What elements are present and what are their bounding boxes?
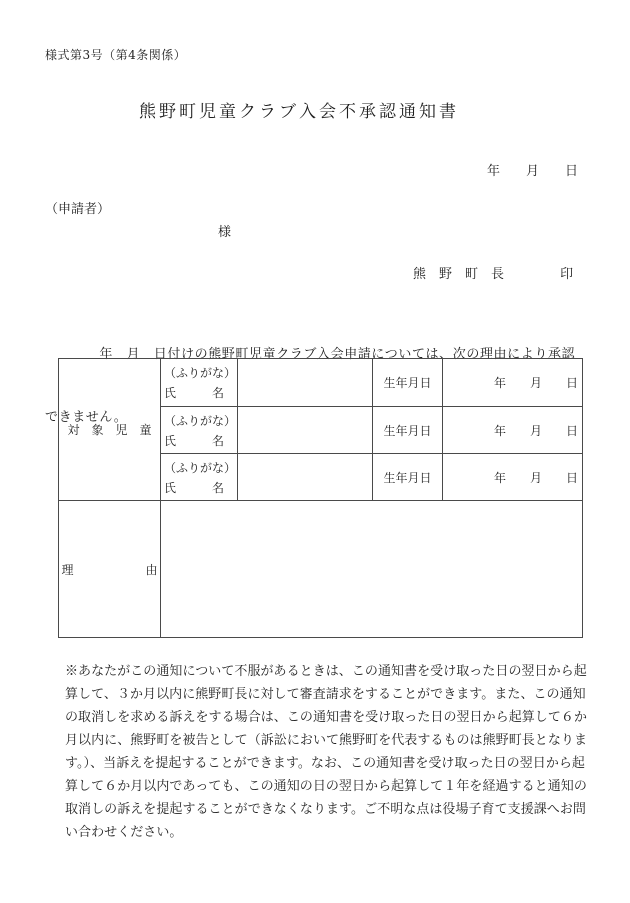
seal-mark: 印 <box>560 267 574 282</box>
appeal-notice-line: 算して、３か月以内に熊野町長に対して審査請求をすることができます。また、この通知 <box>65 687 586 702</box>
reason-blank-cell <box>161 501 583 638</box>
appeal-notice-line: 取消しの訴えを提起することができなくなります。ご不明な点は役場子育て支援課へお問 <box>65 802 586 817</box>
birthdate-label: 生年月日 <box>373 359 443 407</box>
name-label: 氏 名 <box>164 434 225 448</box>
children-reason-table <box>58 358 583 638</box>
appeal-notice-line: い合わせください。 <box>65 825 183 840</box>
mayor-title: 熊 野 町 長 <box>413 267 505 282</box>
issue-date-line: 年 月 日 <box>486 164 578 179</box>
name-blank-cell <box>238 454 373 501</box>
applicant-label: （申請者） <box>45 202 111 217</box>
furigana-label: （ふりがな） <box>164 414 237 428</box>
birthdate-label: 生年月日 <box>373 454 443 501</box>
furigana-name-label-cell <box>161 359 238 407</box>
reason-label: 理 由 <box>59 501 161 638</box>
body-line: できません。 <box>45 410 128 425</box>
furigana-label: （ふりがな） <box>164 461 237 475</box>
body-line: 年 月 日付けの熊野町児童クラブ入会申請については、次の理由により承認 <box>45 347 576 362</box>
furigana-name-label-cell <box>161 407 238 454</box>
birthdate-blank-cell: 年 月 日 <box>443 407 583 454</box>
furigana-label: （ふりがな） <box>164 366 237 380</box>
birthdate-blank-cell: 年 月 日 <box>443 359 583 407</box>
name-label: 氏 名 <box>164 386 225 400</box>
page-title: 熊野町児童クラブ入会不承認通知書 <box>139 102 459 122</box>
table-row <box>59 359 583 407</box>
name-label: 氏 名 <box>164 481 225 495</box>
target-children-label: 対 象 児 童 <box>59 359 161 501</box>
birthdate-label: 生年月日 <box>373 407 443 454</box>
birthdate-blank-cell: 年 月 日 <box>443 454 583 501</box>
name-blank-cell <box>238 407 373 454</box>
table-row <box>59 501 583 638</box>
appeal-notice-line: の取消しを求める訴えをする場合は、この通知書を受け取った日の翌日から起算して６か <box>65 710 588 725</box>
appeal-notice-line: 算して６か月以内であっても、この通知の日の翌日から起算して１年を経過すると通知の <box>65 779 587 794</box>
form-number: 様式第3号（第4条関係） <box>45 48 187 62</box>
appeal-notice-line: ※あなたがこの通知について不服があるときは、この通知書を受け取った日の翌日から起 <box>65 664 587 679</box>
recipient-honorific: 様 <box>218 225 232 240</box>
appeal-notice <box>65 660 587 844</box>
name-blank-cell <box>238 359 373 407</box>
furigana-name-label-cell <box>161 454 238 501</box>
appeal-notice-line: 月以内に、熊野町を被告として（訴訟において熊野町を代表するものは熊野町長となりま <box>65 733 588 748</box>
sender-line <box>413 263 573 282</box>
appeal-notice-line: す。）、当訴えを提起することができます。なお、この通知書を受け取った日の翌日から起 <box>65 756 585 771</box>
